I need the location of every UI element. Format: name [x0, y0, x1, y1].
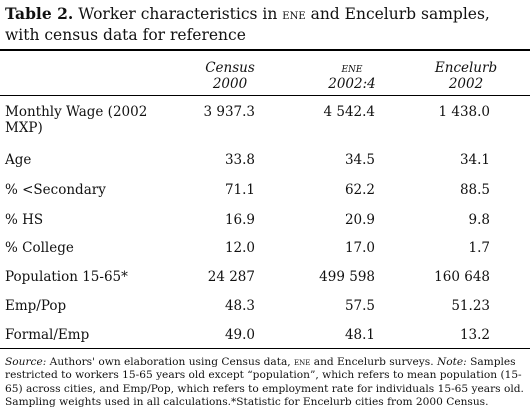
row-label: % <Secondary — [5, 182, 106, 198]
cell-ene: 62.2 — [344, 182, 375, 198]
source-text-2: and Encelurb surveys. — [310, 356, 437, 368]
row-label: Population 15-65* — [5, 269, 128, 285]
cell-encelurb: 51.23 — [451, 298, 490, 314]
table-footnote — [5, 356, 525, 410]
cell-ene: 4 542.4 — [323, 104, 375, 120]
table-number: Table 2. — [5, 4, 74, 23]
cell-encelurb: 1.7 — [468, 240, 490, 256]
row-label: Monthly Wage (2002 MXP) — [5, 104, 148, 136]
column-name: Encelurb — [434, 60, 498, 76]
title-ene-abbrev: ene — [282, 7, 306, 23]
cell-ene: 57.5 — [344, 298, 375, 314]
column-header-census — [175, 60, 285, 92]
cell-census: 16.9 — [224, 212, 255, 228]
cell-census: 71.1 — [224, 182, 255, 198]
cell-encelurb: 34.1 — [459, 152, 490, 168]
row-label: % College — [5, 240, 74, 256]
title-text-1: Worker characteristics in — [73, 5, 283, 23]
row-label: % HS — [5, 212, 44, 228]
row-label: Emp/Pop — [5, 298, 67, 314]
cell-census: 33.8 — [224, 152, 255, 168]
title-text-2: and Encelurb samples, with census data for reference — [5, 5, 490, 44]
header-rule — [0, 95, 530, 96]
column-subtitle: 2000 — [212, 76, 248, 92]
cell-ene: 499 598 — [319, 269, 375, 285]
source-ene-abbrev: ene — [294, 357, 311, 368]
column-header-encelurb — [411, 60, 521, 92]
cell-census: 12.0 — [224, 240, 255, 256]
column-name: Census — [205, 60, 255, 76]
source-text-1: Authors' own elaboration using Census data, — [46, 356, 295, 368]
cell-encelurb: 160 648 — [434, 269, 490, 285]
cell-ene: 48.1 — [344, 327, 375, 343]
cell-census: 49.0 — [224, 327, 255, 343]
cell-ene: 20.9 — [344, 212, 375, 228]
cell-encelurb: 9.8 — [468, 212, 490, 228]
note-text: Samples restricted to workers 15-65 years old except “population”, which refers to mean population (15-65) across cities, and Emp/Pop, which refers to employment rate for individuals 15-65 years old. Sampling weights used in all calculations.*Statistic for Encelurb cities from 2000 Census. — [5, 356, 524, 409]
cell-encelurb: 13.2 — [459, 327, 490, 343]
cell-census: 3 937.3 — [203, 104, 255, 120]
cell-ene: 34.5 — [344, 152, 375, 168]
cell-ene: 17.0 — [344, 240, 375, 256]
column-subtitle: 2002:4 — [328, 76, 376, 92]
row-label: Formal/Emp — [5, 327, 90, 343]
top-rule — [0, 49, 530, 51]
column-name: ene — [341, 60, 363, 75]
cell-encelurb: 88.5 — [459, 182, 490, 198]
table-title — [5, 4, 525, 45]
column-header-ene — [297, 60, 407, 92]
bottom-rule — [0, 348, 530, 349]
cell-census: 24 287 — [207, 269, 255, 285]
column-subtitle: 2002 — [448, 76, 484, 92]
note-label: Note: — [436, 356, 467, 368]
row-label: Age — [5, 152, 32, 168]
cell-census: 48.3 — [224, 298, 255, 314]
cell-encelurb: 1 438.0 — [438, 104, 490, 120]
source-label: Source: — [5, 356, 47, 368]
